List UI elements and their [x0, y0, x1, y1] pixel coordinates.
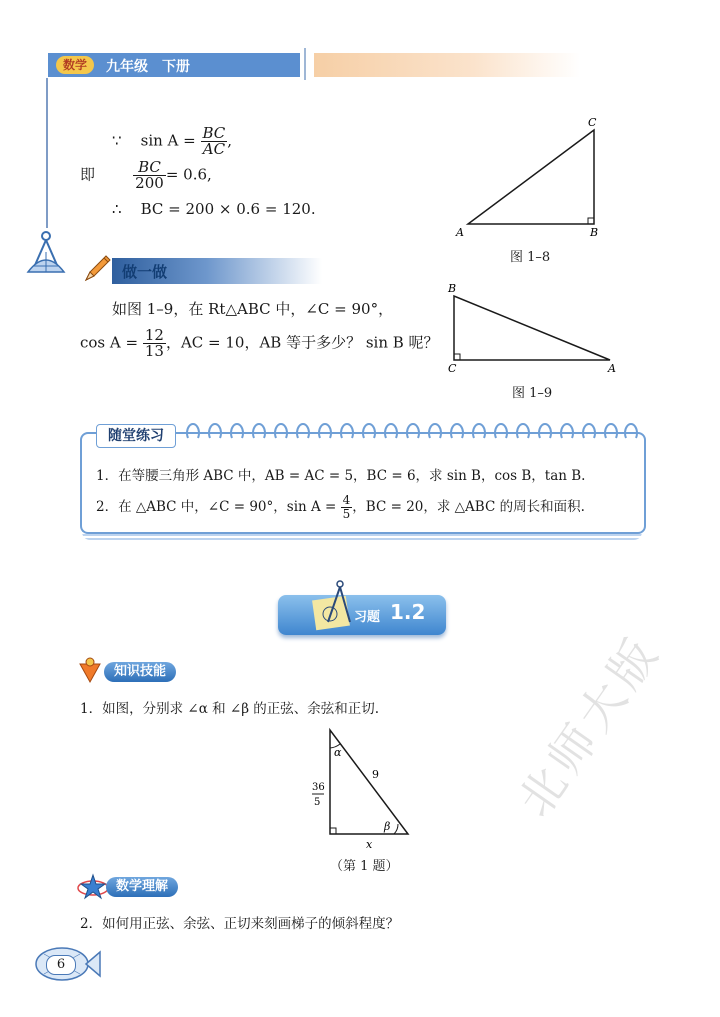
- page-number: 6: [46, 955, 76, 975]
- practice-question-2: 2．在 △ABC 中，∠C = 90°，sin A = $\frac{4}{5}$ ，BC = 20，求 △ABC 的周长和面积.: [96, 493, 585, 521]
- figure-1-8: [450, 112, 620, 242]
- figure-1-9-label-a: A: [608, 362, 616, 375]
- star-icon: [76, 872, 110, 900]
- book-title: 九年级 下册: [106, 59, 190, 75]
- exercise-label: 习题: [354, 610, 381, 625]
- solution-line-2: 即 $\frac{BC}{200}$ = 0.6,: [80, 158, 212, 192]
- side-numerator: 36: [312, 782, 325, 793]
- side-denominator: 5: [314, 797, 321, 808]
- solution-line-1: ∵ sin A = $\frac{BC}{AC}$ ,: [112, 124, 233, 158]
- practice-question-1: 1．在等腰三角形 ABC 中，AB = AC = 5，BC = 6，求 sin B，cos B，tan B.: [96, 468, 586, 484]
- subject-badge: 数学: [56, 56, 94, 74]
- angle-alpha-label: α: [334, 746, 342, 759]
- understanding-question-2: 2．如何用正弦、余弦、正切来刻画梯子的倾斜程度？: [80, 916, 400, 932]
- practice-title: 随堂练习: [96, 424, 176, 448]
- figure-question-1: [304, 724, 424, 851]
- knowledge-skills-title: 知识技能: [104, 662, 176, 682]
- spiral-binding: [180, 414, 640, 450]
- figure-1-9-label-b: B: [448, 282, 457, 295]
- compass-ornament-icon: [24, 228, 68, 278]
- watermark: 北师大版: [507, 624, 671, 827]
- base-label: x: [366, 838, 373, 851]
- figure-1-9-label-c: C: [448, 362, 457, 375]
- figure-question-1-caption: （第 1 题）: [330, 859, 399, 874]
- knowledge-question-1: 1．如图，分别求 ∠α 和 ∠β 的正弦、余弦和正切.: [80, 701, 380, 717]
- compass-icon: [316, 578, 356, 628]
- figure-1-9-caption: 图 1–9: [512, 386, 553, 401]
- header-gradient-bar: [314, 53, 580, 77]
- figure-1-8-label-a: A: [456, 226, 464, 239]
- try-it-line-1: 如图 1–9，在 Rt△ABC 中，∠C = 90°，: [112, 300, 394, 318]
- math-understanding-title: 数学理解: [106, 877, 178, 897]
- header-separator: [304, 48, 306, 80]
- try-it-title: 做一做: [122, 263, 168, 281]
- figure-1-8-caption: 图 1–8: [510, 250, 551, 265]
- try-it-line-2: cos A = $\frac{12}{13}$ ，AC = 10，AB 等于多少？ sin B 呢？: [80, 326, 439, 360]
- exercise-number: 1.2: [390, 600, 426, 624]
- pencil-icon: [80, 252, 114, 286]
- solution-line-3: ∴ BC = 200 × 0.6 = 120.: [112, 200, 316, 218]
- figure-1-8-label-c: C: [588, 116, 597, 129]
- angle-beta-label: β: [384, 820, 391, 833]
- margin-line: [46, 78, 48, 228]
- figure-1-9: [440, 280, 630, 380]
- hypotenuse-label: 9: [372, 768, 379, 781]
- figure-1-8-label-b: B: [590, 226, 599, 239]
- diamond-icon: [76, 656, 106, 686]
